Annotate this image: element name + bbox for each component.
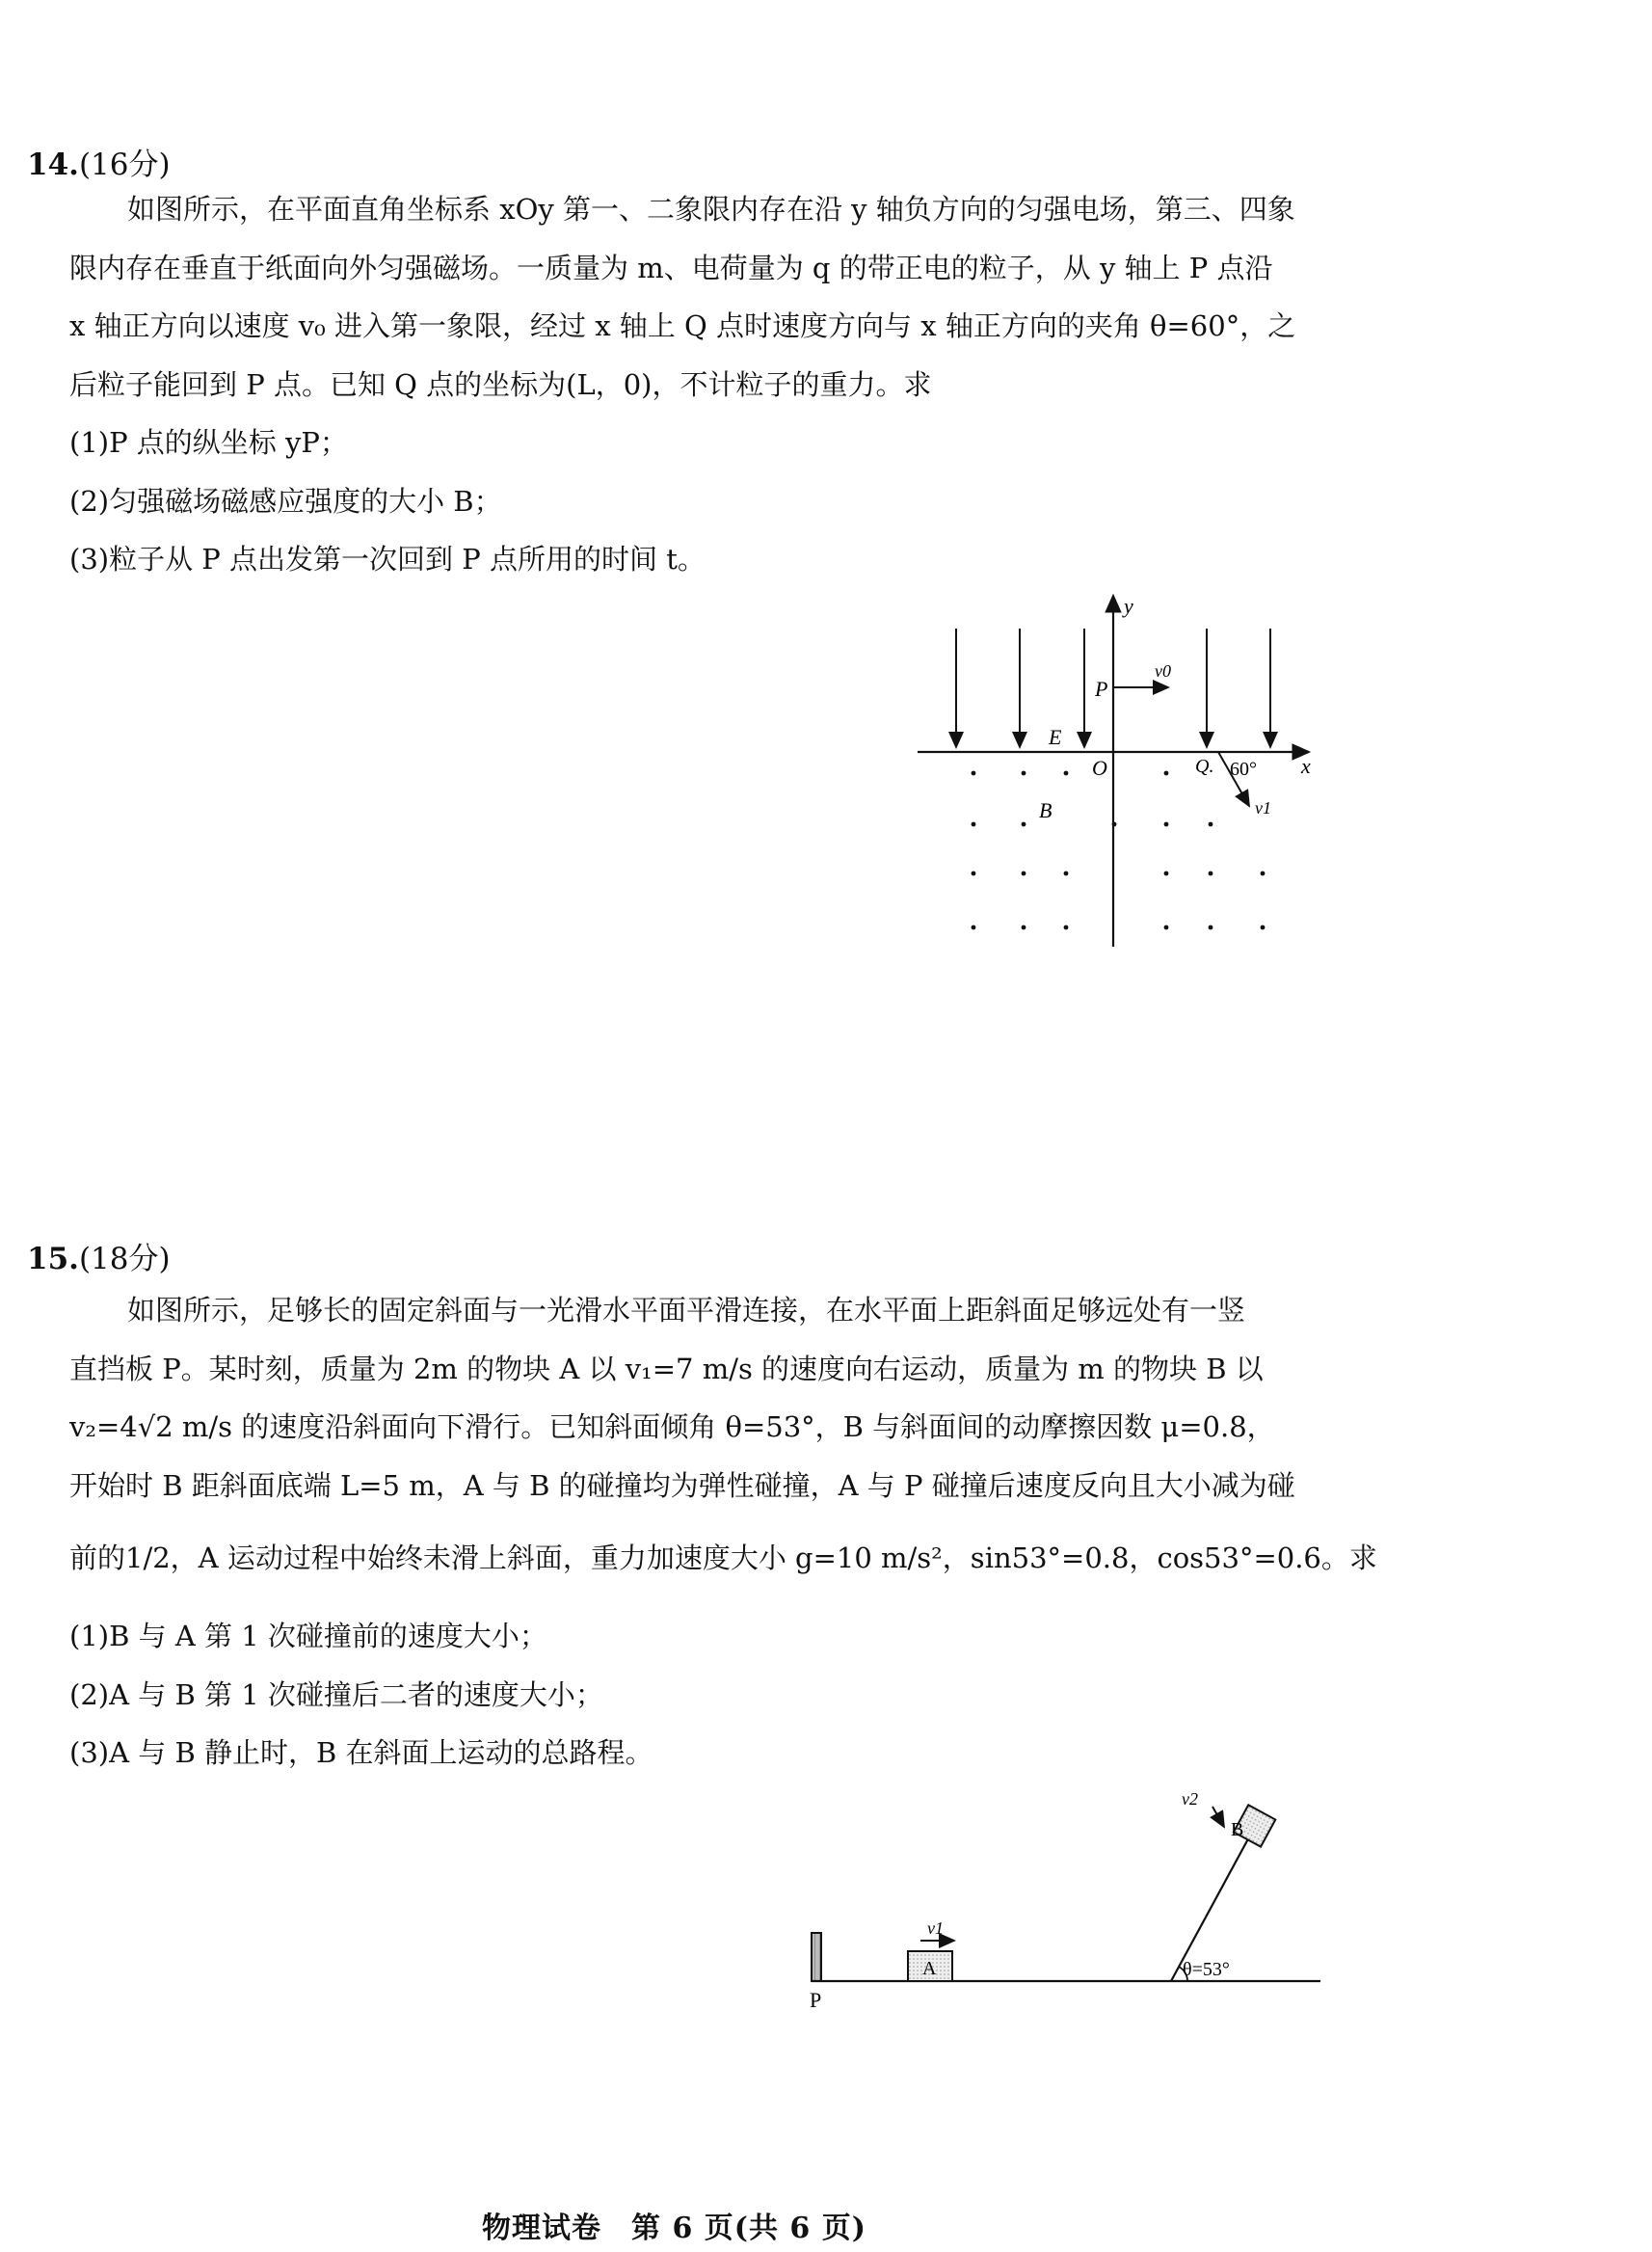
q15-subquestion-1: (1)B 与 A 第 1 次碰撞前的速度大小； (69, 1620, 547, 1652)
q14-points: (16分) (78, 147, 171, 182)
wall-p-label: P (810, 1988, 822, 2012)
v0-label: v0 (1155, 661, 1171, 681)
block-a-label: A (922, 1958, 937, 1979)
v2-label: v2 (1182, 1789, 1198, 1809)
magnetic-field-dots (972, 771, 1266, 930)
origin-label: O (1092, 756, 1107, 780)
q15-line-3: v₂=4√2 m/s 的速度沿斜面向下滑行。已知斜面倾角 θ=53°，B 与斜面间的动摩擦因数 μ=0.8， (69, 1410, 1275, 1443)
q15-line-5: 前的1/2，A 运动过程中始终未滑上斜面，重力加速度大小 g=10 m/s²，sin53°=0.8，cos53°=0.6。求 (69, 1542, 1377, 1574)
q15-line-4: 开始时 B 距斜面底端 L=5 m，A 与 B 的碰撞均为弹性碰撞，A 与 P 碰撞后速度反向且大小减为碰 (69, 1469, 1295, 1502)
q14-figure (906, 578, 1330, 954)
q14-subquestion-1: (1)P 点的纵坐标 yP； (69, 426, 348, 459)
q14-subquestion-3: (3)粒子从 P 点出发第一次回到 P 点所用的时间 t。 (69, 543, 706, 576)
q15-line-2: 直挡板 P。某时刻，质量为 2m 的物块 A 以 v₁=7 m/s 的速度向右运动，质量为 m 的物块 B 以 (69, 1353, 1264, 1385)
q15-figure (800, 1783, 1340, 2012)
incline-angle-label: θ=53° (1183, 1959, 1230, 1980)
v1-label: v1 (927, 1918, 944, 1938)
x-axis-label: x (1301, 754, 1311, 778)
y-axis-label: y (1124, 594, 1133, 618)
v1-label: v1 (1255, 798, 1271, 818)
field-b-label: B (1039, 798, 1052, 822)
q14-line-1: 如图所示，在平面直角坐标系 xOy 第一、二象限内存在沿 y 轴负方向的匀强电场，第三、四象 (127, 193, 1295, 226)
q14-line-2: 限内存在垂直于纸面向外匀强磁场。一质量为 m、电荷量为 q 的带正电的粒子，从 y 轴上 P 点沿 (69, 252, 1273, 284)
q15-number: 15. (27, 1242, 79, 1276)
q14-line-4: 后粒子能回到 P 点。已知 Q 点的坐标为(L，0)，不计粒子的重力。求 (69, 368, 932, 401)
q14-subquestion-2: (2)匀强磁场磁感应强度的大小 B； (69, 485, 502, 518)
field-e-label: E (1049, 725, 1062, 749)
q15-points: (18分) (78, 1242, 171, 1276)
q14-heading (27, 140, 171, 183)
q14-number: 14. (27, 147, 79, 182)
q14-line-3: x 轴正方向以速度 v₀ 进入第一象限，经过 x 轴上 Q 点时速度方向与 x 轴正方向的夹角 θ=60°，之 (69, 309, 1296, 342)
page-footer: 物理试卷 第 6 页(共 6 页) (482, 2212, 866, 2245)
q15-heading (27, 1234, 171, 1277)
angle-60-label: 60° (1230, 759, 1257, 780)
q15-line-1: 如图所示，足够长的固定斜面与一光滑水平面平滑连接，在水平面上距斜面足够远处有一竖 (127, 1294, 1246, 1327)
block-b-label: B (1231, 1819, 1244, 1840)
point-p-label: P (1095, 677, 1108, 701)
q15-subquestion-2: (2)A 与 B 第 1 次碰撞后二者的速度大小； (69, 1678, 603, 1711)
wall-p (812, 1933, 821, 1981)
point-q-label: Q. (1195, 756, 1214, 777)
q15-subquestion-3: (3)A 与 B 静止时，B 在斜面上运动的总路程。 (69, 1736, 653, 1769)
v2-arrow (1212, 1807, 1224, 1827)
